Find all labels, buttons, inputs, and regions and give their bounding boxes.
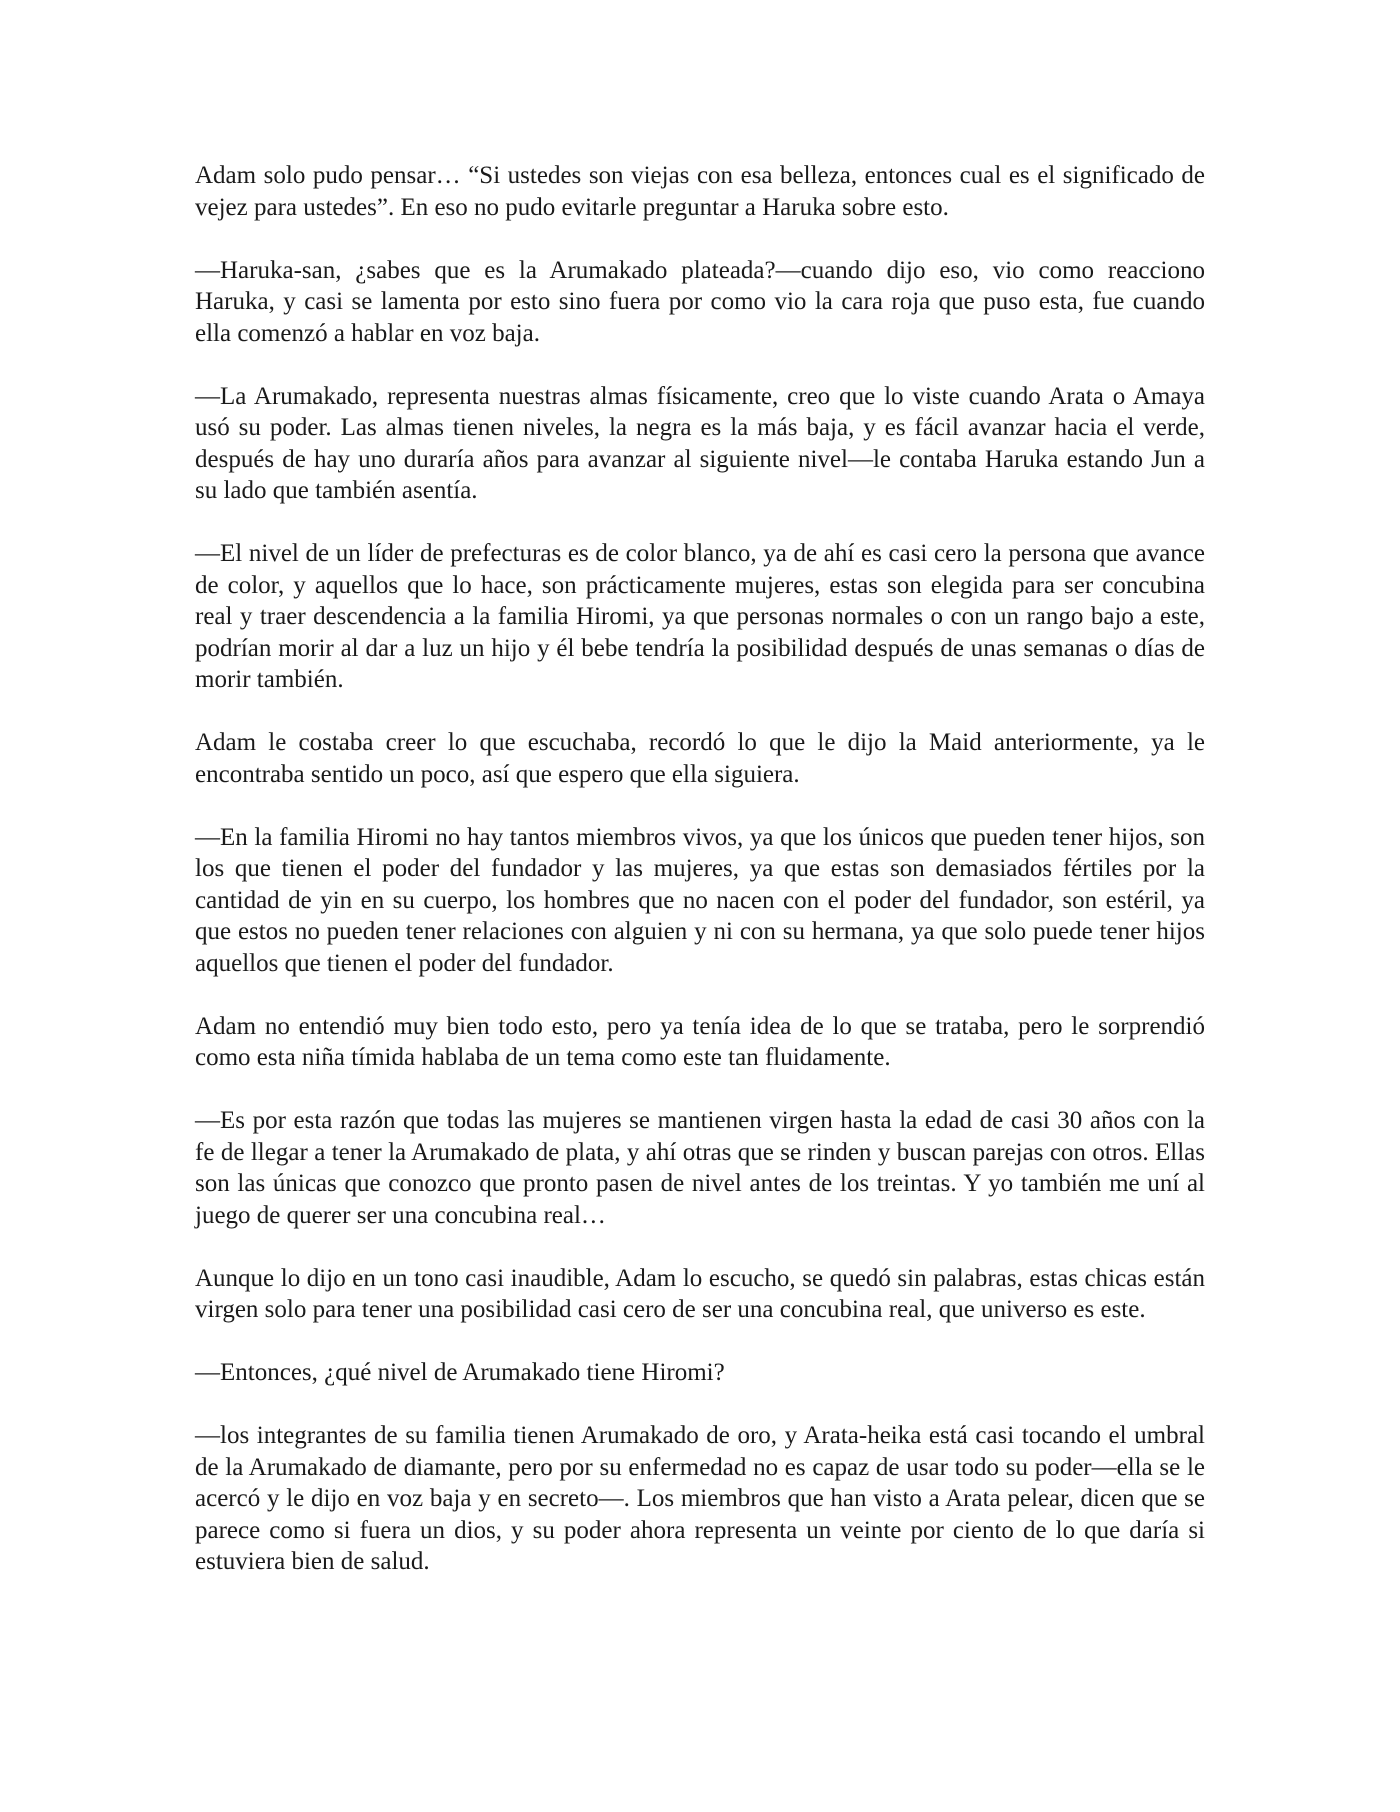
paragraph: Adam le costaba creer lo que escuchaba, recordó lo que le dijo la Maid anteriormente, ya le encontraba sentido un poco, así que espero que ella siguiera. [195, 729, 1205, 788]
paragraph: Adam solo pudo pensar… “Si ustedes son viejas con esa belleza, entonces cual es el significado de vejez para ustedes”. En eso no pudo evitarle preguntar a Haruka sobre esto. [195, 162, 1205, 221]
paragraph: —En la familia Hiromi no hay tantos miembros vivos, ya que los únicos que pueden tener hijos, son los que tienen el poder del fundador y las mujeres, ya que estas son demasiados fértiles por la cantidad de yin en su cuerpo, los hombres que no nacen con el poder del fundador, son estéril, ya que estos no pueden tener relaciones con alguien y ni con su hermana, ya que solo puede tener hijos aquellos que tienen el poder del fundador. [195, 823, 1205, 977]
paragraph: —Haruka-san, ¿sabes que es la Arumakado plateada?—cuando dijo eso, vio como reacciono Haruka, y casi se lamenta por esto sino fuera por como vio la cara roja que puso esta, fue cuando ella comenzó a hablar en voz baja. [195, 256, 1205, 347]
paragraph: Adam no entendió muy bien todo esto, pero ya tenía idea de lo que se trataba, pero le sorprendió como esta niña tímida hablaba de un tema como este tan fluidamente. [195, 1012, 1205, 1071]
paragraph: —La Arumakado, representa nuestras almas físicamente, creo que lo viste cuando Arata o Amaya usó su poder. Las almas tienen niveles, la negra es la más baja, y es fácil avanzar hacia el verde, después de hay uno duraría años para avanzar al siguiente nivel—le contaba Haruka estando Jun a su lado que también asentía. [195, 382, 1205, 504]
document-body [195, 160, 1205, 1609]
paragraph: —los integrantes de su familia tienen Arumakado de oro, y Arata-heika está casi tocando el umbral de la Arumakado de diamante, pero por su enfermedad no es capaz de usar todo su poder—ella se le acercó y le dijo en voz baja y en secreto—. Los miembros que han visto a Arata pelear, dicen que se parece como si fuera un dios, y su poder ahora representa un veinte por ciento de lo que daría si estuviera bien de salud. [195, 1422, 1205, 1575]
paragraph: —El nivel de un líder de prefecturas es de color blanco, ya de ahí es casi cero la persona que avance de color, y aquellos que lo hace, son prácticamente mujeres, estas son elegida para ser concubina real y traer descendencia a la familia Hiromi, ya que personas normales o con un rango bajo a este, podrían morir al dar a luz un hijo y él bebe tendría la posibilidad después de unas semanas o días de morir también. [195, 540, 1205, 693]
paragraph: Aunque lo dijo en un tono casi inaudible, Adam lo escucho, se quedó sin palabras, estas chicas están virgen solo para tener una posibilidad casi cero de ser una concubina real, que universo es este. [195, 1264, 1205, 1323]
paragraph: —Es por esta razón que todas las mujeres se mantienen virgen hasta la edad de casi 30 años con la fe de llegar a tener la Arumakado de plata, y ahí otras que se rinden y buscan parejas con otros. Ellas son las únicas que conozco que pronto pasen de nivel antes de los treintas. Y yo también me uní al juego de querer ser una concubina real… [195, 1107, 1205, 1229]
paragraph: —Entonces, ¿qué nivel de Arumakado tiene Hiromi? [195, 1359, 725, 1386]
